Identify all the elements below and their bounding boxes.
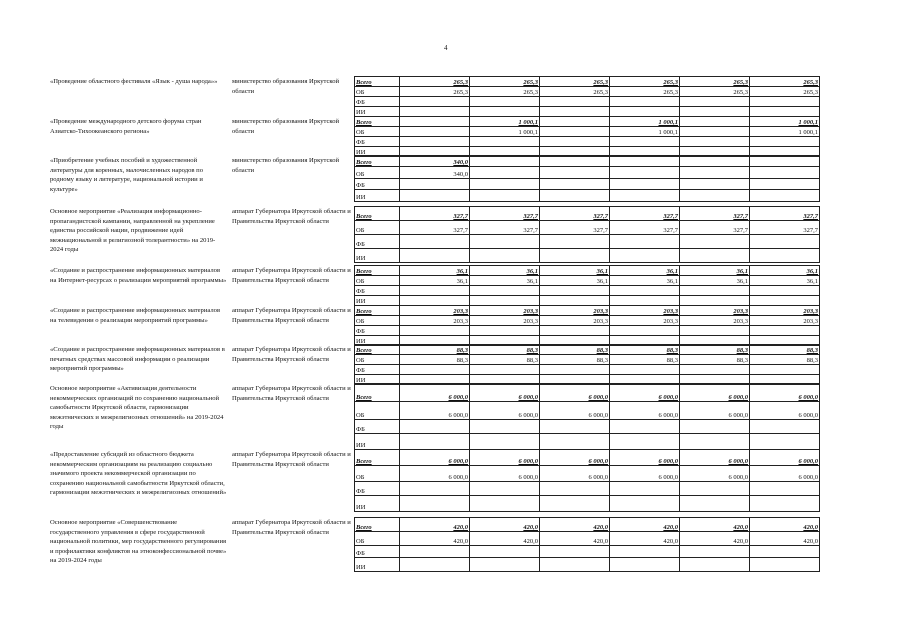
amount-cell: 1 000,1 — [470, 117, 540, 127]
amount-cell: 420,0 — [540, 518, 610, 532]
amount-cell: 327,7 — [470, 207, 540, 221]
amount-cell: 88,3 — [680, 355, 750, 365]
amount-cell: 36,1 — [400, 276, 470, 286]
amount-cell — [680, 249, 750, 263]
source-label: ИИ — [354, 434, 400, 450]
funding-grid — [354, 207, 820, 263]
source-label: Всего — [354, 117, 400, 127]
responsible-executor: аппарат Губернатора Иркутской области и Правительства Иркутской области — [232, 385, 351, 402]
source-label: ФБ — [354, 286, 400, 296]
source-label: ИИ — [354, 147, 400, 157]
amount-cell — [750, 97, 820, 107]
amount-cell: 420,0 — [540, 532, 610, 546]
amount-cell — [470, 546, 540, 558]
amount-cell — [610, 167, 680, 179]
funding-grid — [354, 384, 820, 450]
amount-cell — [610, 156, 680, 167]
source-label: ОБ — [354, 276, 400, 286]
amount-cell: 6 000,0 — [680, 402, 750, 420]
amount-cell: 265,3 — [610, 77, 680, 87]
amount-cell — [610, 286, 680, 296]
amount-cell — [400, 365, 470, 375]
amount-cell — [680, 558, 750, 572]
activity-description: «Создание и распространение информационных материалов на Интернет-ресурсах о реализации мероприятий программы» — [50, 267, 227, 284]
activity-description: «Предоставление субсидий из областного бюджета некоммерческим организациям на реализацию социально значимого проекта некоммерческой организации по сохранению национальной самобытности Иркутской области, гармонизации межэтнических и межрелигиозных отношений» — [50, 451, 227, 497]
amount-cell: 203,3 — [750, 316, 820, 326]
activity-description: Основное мероприятие «Реализация информационно-пропагандистской кампании, направленной на укрепление единства российской нации, продвижение идей межнациональной и религиозной толерантности» на 2019-2024 годы — [50, 208, 216, 254]
amount-cell: 420,0 — [470, 518, 540, 532]
amount-cell: 88,3 — [400, 345, 470, 355]
amount-cell: 420,0 — [750, 518, 820, 532]
table-row — [50, 156, 820, 202]
amount-cell: 327,7 — [400, 221, 470, 235]
amount-cell: 265,3 — [610, 87, 680, 97]
amount-cell: 420,0 — [400, 532, 470, 546]
amount-cell — [680, 496, 750, 512]
amount-cell — [540, 496, 610, 512]
amount-cell: 327,7 — [540, 221, 610, 235]
amount-cell — [470, 286, 540, 296]
amount-cell: 420,0 — [680, 518, 750, 532]
source-label: ИИ — [354, 249, 400, 263]
funding-grid — [354, 156, 820, 202]
amount-cell: 265,3 — [750, 77, 820, 87]
activity-description: «Создание и распространение информационных материалов на телевидении о реализации мероприятий программы» — [50, 307, 221, 324]
funding-grid — [354, 77, 820, 117]
amount-cell — [610, 365, 680, 375]
table-row — [50, 518, 820, 572]
amount-cell — [470, 97, 540, 107]
amount-cell: 6 000,0 — [540, 402, 610, 420]
amount-cell: 420,0 — [610, 518, 680, 532]
amount-cell — [540, 117, 610, 127]
amount-cell: 420,0 — [400, 518, 470, 532]
amount-cell — [610, 235, 680, 249]
source-label: ОБ — [354, 87, 400, 97]
amount-cell — [470, 434, 540, 450]
amount-cell — [540, 482, 610, 496]
amount-cell: 203,3 — [610, 316, 680, 326]
amount-cell: 36,1 — [540, 276, 610, 286]
amount-cell: 6 000,0 — [540, 384, 610, 402]
amount-cell — [470, 190, 540, 202]
source-label: ОБ — [354, 466, 400, 482]
source-label: ФБ — [354, 137, 400, 147]
amount-cell: 265,3 — [680, 87, 750, 97]
amount-cell: 340,0 — [400, 156, 470, 167]
amount-cell — [400, 97, 470, 107]
amount-cell — [400, 558, 470, 572]
amount-cell: 327,7 — [680, 207, 750, 221]
source-label: ОБ — [354, 402, 400, 420]
source-label: Всего — [354, 345, 400, 355]
amount-cell: 6 000,0 — [750, 450, 820, 466]
amount-cell — [400, 496, 470, 512]
responsible-executor: аппарат Губернатора Иркутской области и Правительства Иркутской области — [232, 307, 351, 324]
responsible-executor: министерство образования Иркутской области — [232, 118, 340, 135]
amount-cell — [470, 482, 540, 496]
amount-cell — [750, 420, 820, 434]
source-label: ИИ — [354, 558, 400, 572]
amount-cell — [750, 434, 820, 450]
source-label: ОБ — [354, 127, 400, 137]
activity-description: «Проведение областного фестиваля «Язык - душа народа»» — [50, 78, 218, 85]
amount-cell — [610, 420, 680, 434]
table-row — [50, 384, 820, 450]
table-row — [50, 266, 820, 306]
amount-cell — [680, 137, 750, 147]
amount-cell: 327,7 — [470, 221, 540, 235]
amount-cell — [610, 190, 680, 202]
source-label: ФБ — [354, 420, 400, 434]
amount-cell — [470, 365, 540, 375]
source-label: Всего — [354, 384, 400, 402]
amount-cell: 203,3 — [540, 306, 610, 316]
amount-cell: 340,0 — [400, 167, 470, 179]
amount-cell: 327,7 — [540, 207, 610, 221]
amount-cell: 6 000,0 — [680, 450, 750, 466]
amount-cell — [680, 286, 750, 296]
amount-cell: 36,1 — [610, 276, 680, 286]
source-label: ОБ — [354, 355, 400, 365]
amount-cell: 327,7 — [750, 207, 820, 221]
amount-cell — [470, 167, 540, 179]
amount-cell — [750, 137, 820, 147]
amount-cell — [750, 156, 820, 167]
table-row — [50, 207, 820, 263]
activity-description: Основное мероприятие «Совершенствование государственного управления в сфере государственной национальной политики, мер государственного регулирования и профилактики конфликтов на этноконфессиональной почве» на 2019-2024 годы — [50, 519, 227, 565]
table-row — [50, 345, 820, 385]
source-label: Всего — [354, 77, 400, 87]
source-label: ОБ — [354, 532, 400, 546]
amount-cell: 88,3 — [470, 355, 540, 365]
amount-cell: 203,3 — [750, 306, 820, 316]
amount-cell — [750, 249, 820, 263]
source-label: ИИ — [354, 496, 400, 512]
amount-cell: 327,7 — [610, 221, 680, 235]
amount-cell — [540, 156, 610, 167]
amount-cell — [680, 546, 750, 558]
amount-cell: 265,3 — [470, 87, 540, 97]
funding-grid — [354, 306, 820, 346]
amount-cell: 1 000,1 — [610, 117, 680, 127]
amount-cell — [750, 365, 820, 375]
amount-cell — [680, 179, 750, 190]
amount-cell — [610, 97, 680, 107]
amount-cell: 327,7 — [680, 221, 750, 235]
amount-cell — [540, 365, 610, 375]
amount-cell — [680, 365, 750, 375]
amount-cell — [400, 137, 470, 147]
source-label: ФБ — [354, 179, 400, 190]
amount-cell: 1 000,1 — [610, 127, 680, 137]
source-label: ОБ — [354, 221, 400, 235]
amount-cell: 203,3 — [400, 306, 470, 316]
amount-cell: 88,3 — [540, 345, 610, 355]
amount-cell: 420,0 — [610, 532, 680, 546]
amount-cell: 36,1 — [470, 266, 540, 276]
amount-cell — [470, 496, 540, 512]
amount-cell: 203,3 — [470, 306, 540, 316]
amount-cell: 36,1 — [470, 276, 540, 286]
funding-grid — [354, 117, 820, 157]
amount-cell — [540, 167, 610, 179]
amount-cell: 6 000,0 — [750, 466, 820, 482]
amount-cell — [540, 546, 610, 558]
amount-cell: 265,3 — [540, 87, 610, 97]
source-label: ФБ — [354, 546, 400, 558]
amount-cell — [470, 137, 540, 147]
amount-cell: 203,3 — [680, 306, 750, 316]
amount-cell — [400, 482, 470, 496]
amount-cell — [400, 179, 470, 190]
source-label: ФБ — [354, 326, 400, 336]
source-label: ФБ — [354, 97, 400, 107]
amount-cell — [470, 326, 540, 336]
source-label: ИИ — [354, 296, 400, 306]
amount-cell — [750, 546, 820, 558]
amount-cell — [750, 558, 820, 572]
source-label: ОБ — [354, 316, 400, 326]
amount-cell: 36,1 — [680, 266, 750, 276]
amount-cell — [400, 190, 470, 202]
amount-cell — [540, 97, 610, 107]
amount-cell: 6 000,0 — [750, 402, 820, 420]
amount-cell: 1 000,1 — [470, 127, 540, 137]
source-label: ИИ — [354, 336, 400, 346]
amount-cell: 327,7 — [750, 221, 820, 235]
amount-cell: 203,3 — [610, 306, 680, 316]
amount-cell: 6 000,0 — [470, 450, 540, 466]
responsible-executor: министерство образования Иркутской области — [232, 78, 340, 95]
table-row — [50, 306, 820, 346]
amount-cell — [470, 156, 540, 167]
source-label: ФБ — [354, 482, 400, 496]
amount-cell — [470, 558, 540, 572]
amount-cell: 88,3 — [400, 355, 470, 365]
amount-cell: 420,0 — [680, 532, 750, 546]
amount-cell — [610, 249, 680, 263]
amount-cell — [400, 117, 470, 127]
amount-cell — [540, 420, 610, 434]
amount-cell — [680, 127, 750, 137]
amount-cell: 6 000,0 — [400, 450, 470, 466]
source-label: ИИ — [354, 107, 400, 117]
amount-cell — [680, 326, 750, 336]
amount-cell: 203,3 — [540, 316, 610, 326]
amount-cell — [610, 179, 680, 190]
amount-cell — [750, 190, 820, 202]
responsible-executor: аппарат Губернатора Иркутской области и Правительства Иркутской области — [232, 346, 351, 363]
amount-cell — [680, 190, 750, 202]
table-row — [50, 450, 820, 512]
amount-cell — [750, 235, 820, 249]
amount-cell — [400, 420, 470, 434]
activity-description: «Приобретение учебных пособий и художественной литературы для коренных, малочисленных народов по родному языку и литературе, национальной истории и культуре» — [50, 157, 203, 193]
amount-cell: 265,3 — [400, 77, 470, 87]
amount-cell — [400, 127, 470, 137]
source-label: Всего — [354, 156, 400, 167]
amount-cell — [400, 249, 470, 263]
responsible-executor: аппарат Губернатора Иркутской области и Правительства Иркутской области — [232, 519, 351, 536]
funding-grid — [354, 266, 820, 306]
amount-cell: 88,3 — [540, 355, 610, 365]
amount-cell — [400, 286, 470, 296]
amount-cell — [540, 179, 610, 190]
amount-cell: 6 000,0 — [540, 450, 610, 466]
amount-cell: 88,3 — [750, 345, 820, 355]
amount-cell — [610, 558, 680, 572]
amount-cell — [540, 434, 610, 450]
amount-cell: 6 000,0 — [540, 466, 610, 482]
amount-cell — [750, 496, 820, 512]
amount-cell: 203,3 — [680, 316, 750, 326]
amount-cell — [540, 249, 610, 263]
amount-cell: 6 000,0 — [610, 384, 680, 402]
amount-cell: 265,3 — [540, 77, 610, 87]
amount-cell — [750, 179, 820, 190]
amount-cell: 327,7 — [610, 207, 680, 221]
amount-cell: 6 000,0 — [400, 402, 470, 420]
amount-cell: 6 000,0 — [470, 402, 540, 420]
amount-cell: 6 000,0 — [610, 450, 680, 466]
amount-cell — [610, 326, 680, 336]
source-label: Всего — [354, 518, 400, 532]
amount-cell: 1 000,1 — [750, 117, 820, 127]
amount-cell — [400, 326, 470, 336]
page-number: 4 — [444, 44, 448, 52]
amount-cell: 6 000,0 — [470, 466, 540, 482]
amount-cell: 88,3 — [750, 355, 820, 365]
amount-cell — [610, 137, 680, 147]
amount-cell — [680, 117, 750, 127]
amount-cell — [610, 496, 680, 512]
amount-cell: 88,3 — [470, 345, 540, 355]
table-row — [50, 77, 820, 117]
amount-cell — [750, 326, 820, 336]
amount-cell: 1 000,1 — [750, 127, 820, 137]
amount-cell — [400, 434, 470, 450]
amount-cell — [680, 434, 750, 450]
amount-cell: 6 000,0 — [680, 384, 750, 402]
amount-cell — [470, 420, 540, 434]
amount-cell: 36,1 — [400, 266, 470, 276]
funding-grid — [354, 518, 820, 572]
amount-cell — [540, 127, 610, 137]
source-label: Всего — [354, 207, 400, 221]
amount-cell: 420,0 — [750, 532, 820, 546]
responsible-executor: аппарат Губернатора Иркутской области и Правительства Иркутской области — [232, 267, 351, 284]
amount-cell: 265,3 — [680, 77, 750, 87]
amount-cell: 420,0 — [470, 532, 540, 546]
source-label: ФБ — [354, 365, 400, 375]
amount-cell — [680, 156, 750, 167]
amount-cell: 6 000,0 — [400, 384, 470, 402]
amount-cell — [470, 235, 540, 249]
amount-cell — [400, 235, 470, 249]
amount-cell — [680, 482, 750, 496]
activity-description: «Создание и распространение информационных материалов в печатных средствах массовой информации о реализации мероприятий программы» — [50, 346, 225, 373]
amount-cell: 265,3 — [470, 77, 540, 87]
amount-cell — [540, 558, 610, 572]
amount-cell: 327,7 — [400, 207, 470, 221]
amount-cell: 265,3 — [750, 87, 820, 97]
amount-cell: 36,1 — [610, 266, 680, 276]
amount-cell: 6 000,0 — [610, 402, 680, 420]
amount-cell: 88,3 — [610, 345, 680, 355]
amount-cell — [540, 286, 610, 296]
activity-description: «Проведение международного детского форума стран Азиатско-Тихоокеанского региона» — [50, 118, 202, 135]
activity-description: Основное мероприятие «Активизация деятельности некоммерческих организаций по сохранению национальной самобытности Иркутской области, гармонизации межэтнических и межрелигиозных отношений» на 2019-2024 годы — [50, 385, 224, 431]
source-label: Всего — [354, 266, 400, 276]
funding-grid — [354, 450, 820, 512]
responsible-executor: аппарат Губернатора Иркутской области и Правительства Иркутской области — [232, 208, 351, 225]
amount-cell — [750, 482, 820, 496]
source-label: Всего — [354, 450, 400, 466]
amount-cell: 265,3 — [400, 87, 470, 97]
table-row — [50, 117, 820, 157]
source-label: Всего — [354, 306, 400, 316]
amount-cell: 6 000,0 — [610, 466, 680, 482]
source-label: ОБ — [354, 167, 400, 179]
source-label: ИИ — [354, 375, 400, 385]
amount-cell — [470, 179, 540, 190]
amount-cell: 88,3 — [610, 355, 680, 365]
amount-cell — [470, 249, 540, 263]
amount-cell — [540, 190, 610, 202]
amount-cell — [680, 97, 750, 107]
amount-cell: 203,3 — [400, 316, 470, 326]
amount-cell — [750, 167, 820, 179]
amount-cell — [750, 286, 820, 296]
responsible-executor: аппарат Губернатора Иркутской области и Правительства Иркутской области — [232, 451, 351, 468]
amount-cell: 6 000,0 — [400, 466, 470, 482]
amount-cell — [540, 235, 610, 249]
amount-cell — [400, 546, 470, 558]
amount-cell: 36,1 — [540, 266, 610, 276]
amount-cell: 36,1 — [750, 276, 820, 286]
amount-cell — [680, 235, 750, 249]
amount-cell — [540, 326, 610, 336]
amount-cell: 6 000,0 — [680, 466, 750, 482]
responsible-executor: министерство образования Иркутской области — [232, 157, 340, 174]
amount-cell: 203,3 — [470, 316, 540, 326]
amount-cell — [680, 420, 750, 434]
amount-cell — [680, 167, 750, 179]
source-label: ФБ — [354, 235, 400, 249]
amount-cell — [610, 546, 680, 558]
funding-grid — [354, 345, 820, 385]
source-label: ИИ — [354, 190, 400, 202]
amount-cell — [540, 137, 610, 147]
amount-cell: 88,3 — [680, 345, 750, 355]
amount-cell — [610, 434, 680, 450]
amount-cell: 6 000,0 — [470, 384, 540, 402]
amount-cell — [610, 482, 680, 496]
amount-cell: 36,1 — [750, 266, 820, 276]
amount-cell: 6 000,0 — [750, 384, 820, 402]
amount-cell: 36,1 — [680, 276, 750, 286]
